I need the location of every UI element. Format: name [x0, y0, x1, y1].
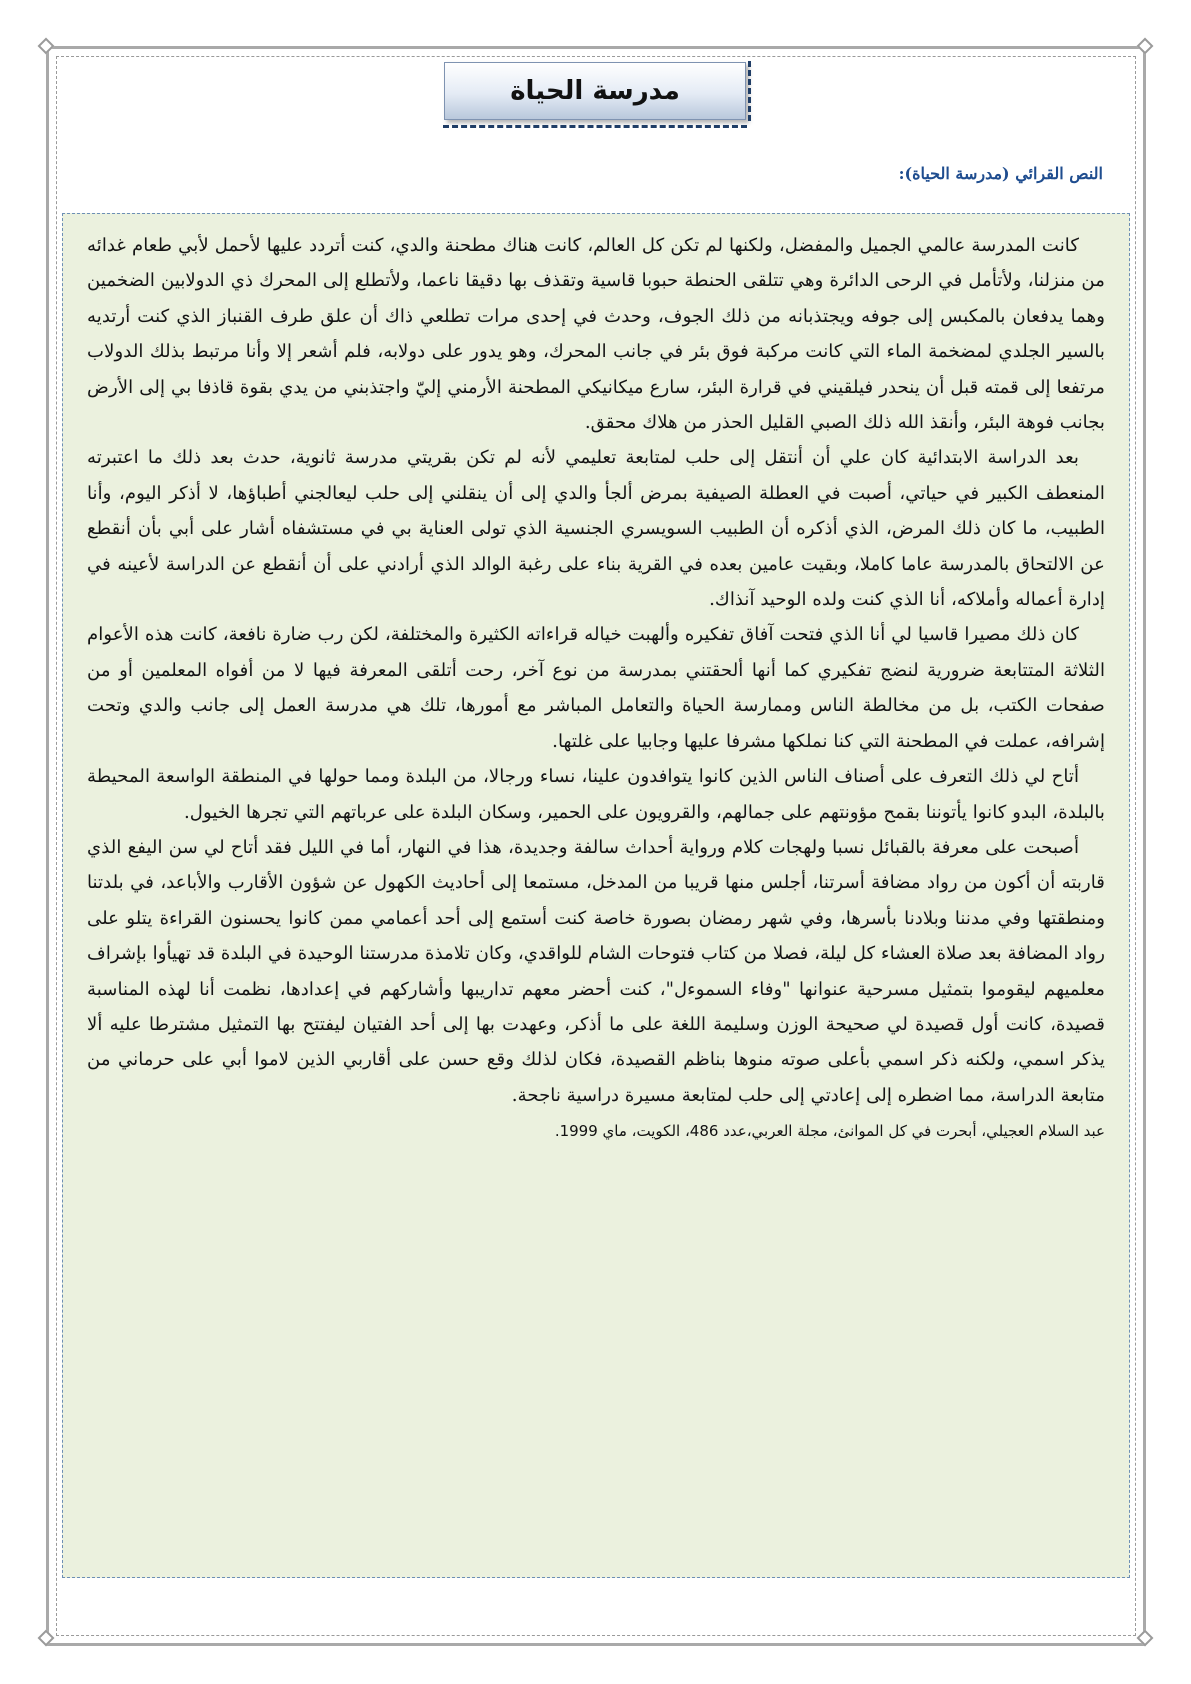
title-banner: [444, 62, 746, 120]
reading-text-box: [62, 213, 1130, 1578]
section-heading: النص القرائي (مدرسة الحياة):: [898, 164, 1103, 183]
source-citation: عبد السلام العجيلي، أبحرت في كل الموانئ، مجلة العربي،عدد 486، الكويت، ماي 1999.: [554, 1122, 1105, 1141]
page-title: مدرسة الحياة: [510, 76, 680, 106]
paragraph-4: أتاح لي ذلك التعرف على أصناف الناس الذين كانوا يتوافدون علينا، نساء ورجالا، من البلدة ومما حولها في المنطقة الواسعة المحيطة بالبلدة، البدو كانوا يأتوننا بقمح مؤونتهم على جمالهم، والقرويون على الحمير، وسكان البلدة على عرباتهم التي تجرها الخيول.: [87, 766, 1105, 823]
paragraph-2: بعد الدراسة الابتدائية كان علي أن أنتقل إلى حلب لمتابعة تعليمي لأنه لم تكن بقريتي مدرسة ثانوية، حدث بعد ذلك ما اعتبرته المنعطف الكبير في حياتي، أصبت في العطلة الصيفية بمرض ألجأ والدي إلى أن ينقلني إلى حلب ليعالجني أطباؤها، لا أذكر اليوم، وأنا الطبيب، ما كان ذلك المرض، الذي أذكره أن الطبيب السويسري الجنسية الذي تولى العناية بي في مستشفاه أشار على أبي بأن أنقطع عن الالتحاق بالمدرسة عاما كاملا، وبقيت عامين بعده في القرية بناء على رغبة الوالد الذي أرادني على أن أنقطع عن الدراسة لأعينه في إدارة أعماله وأملاكه، أنا الذي كنت ولده الوحيد آنذاك.: [87, 447, 1105, 611]
paragraph-3: كان ذلك مصيرا قاسيا لي أنا الذي فتحت آفاق تفكيره وألهبت خياله قراءاته الكثيرة والمختلفة، لكن رب ضارة نافعة، كانت هذه الأعوام الثلاثة المتتابعة ضرورية لنضج تفكيري كما أنها ألحقتني بمدرسة من نوع آخر، رحت أتلقى المعرفة فيها لا من أفواه المعلمين أو من صفحات الكتب، بل من مخالطة الناس وممارسة الحياة والتعامل المباشر مع أمورها، تلك هي مدرسة العمل إلى جانب والدي وتحت إشرافه، عملت في المطحنة التي كنا نملكها مشرفا عليها وجابيا على غلتها.: [87, 624, 1105, 752]
paragraph-5: أصبحت على معرفة بالقبائل نسبا ولهجات كلام ورواية أحداث سالفة وجديدة، هذا في النهار، أما في الليل فقد أتاح لي سن اليفع الذي قاربته أن أكون من رواد مضافة أسرتنا، أجلس منها قريبا من المدخل، مستمعا إلى أحاديث الكهول عن شؤون الأقارب والأباعد، في بلدتنا ومنطقتها وفي مدننا وبلادنا بأسرها، وفي شهر رمضان بصورة خاصة كنت أستمع إلى أحد أعمامي ممن كانوا يحسنون القراءة يتلو على رواد المضافة بعد صلاة العشاء كل ليلة، فصلا من كتاب فتوحات الشام للواقدي، وكان تلامذة مدرستنا الوحيدة في البلدة قد تهيأوا بإشراف معلميهم ليقوموا بتمثيل مسرحية عنوانها "وفاء السموءل"، كنت أحضر معهم تداريبها وأشاركهم في إعدادها، نظمت أنا لهذه المناسبة قصيدة، كانت أول قصيدة لي صحيحة الوزن وسليمة اللغة على ما أذكر، وعهدت بها إلى أحد الفتيان ليفتتح بها التمثيل مشترطا عليه ألا يذكر اسمي، ولكنه ذكر اسمي بأعلى صوته منوها بناظم القصيدة، فكان لذلك وقع حسن على أقاربي الذين لاموا أبي على حرماني من متابعة الدراسة، مما اضطره إلى إعادتي إلى حلب لمتابعة مسيرة دراسية ناجحة.: [87, 836, 1105, 1106]
paragraph-1: كانت المدرسة عالمي الجميل والمفضل، ولكنها لم تكن كل العالم، كانت هناك مطحنة والدي، كنت أتردد عليها لأحمل لأبي طعام غدائه من منزلنا، ولأتأمل في الرحى الدائرة وهي تتلقى الحنطة حبوبا قاسية وتقذف بها دقيقا ناعما، ولأتطلع إلى المحرك ذي الدولابين الضخمين وهما يدفعان بالمكبس إلى جوفه ويجتذبانه من ذلك الجوف، وحدث في إحدى مرات تطلعي ذاك أن علق طرف القنباز الذي كنت أرتديه بالسير الجلدي لمضخمة الماء التي كانت مركبة فوق بئر في جانب المحرك، وهو يدور على دولابه، فلم أشعر إلا وأنا مرتبط بذلك الدولاب مرتفعا إلى قمته قبل أن ينحدر فيلقيني في قرارة البئر، سارع ميكانيكي المطحنة الأرمني إليّ واجتذبني من يدي بقوة قاذفا بي إلى الأرض بجانب فوهة البئر، وأنقذ الله ذلك الصبي القليل الحذر من هلاك محقق.: [87, 235, 1105, 434]
